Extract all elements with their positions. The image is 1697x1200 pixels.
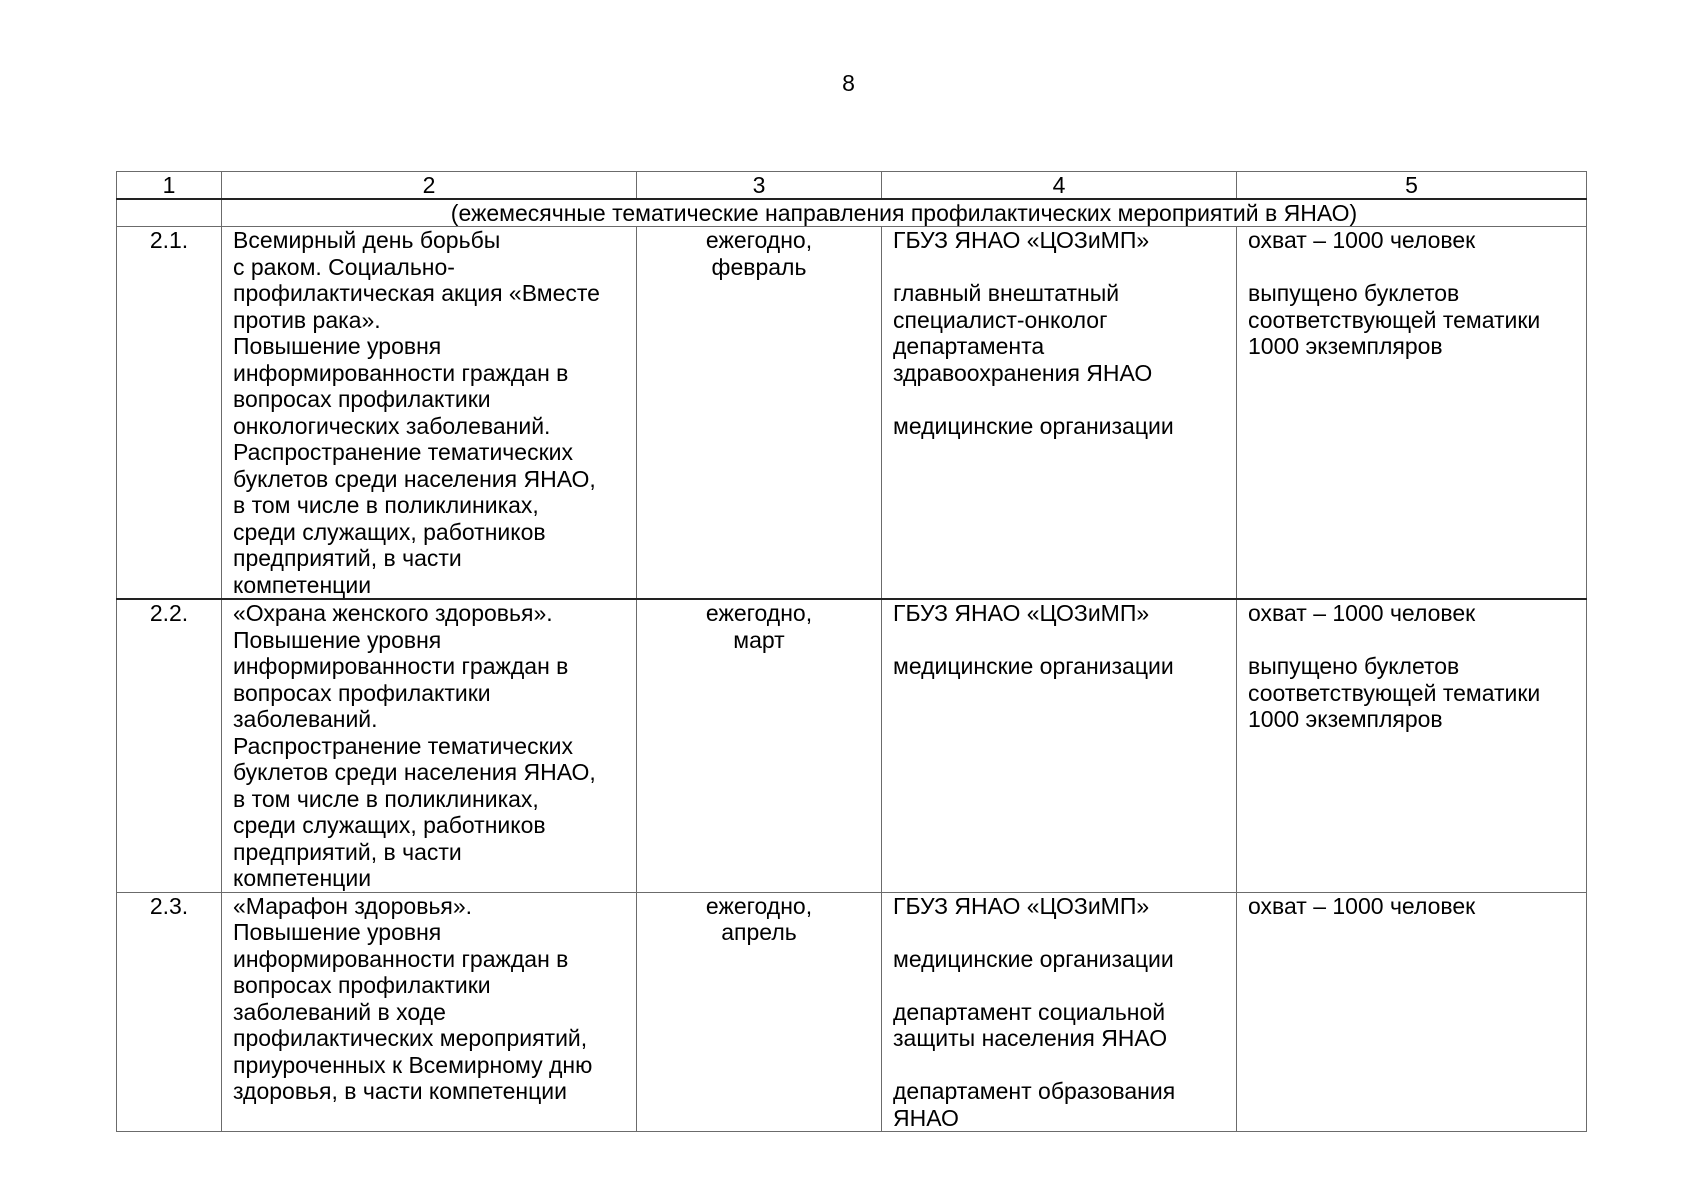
text-line: «Марафон здоровья».	[233, 892, 473, 919]
period-cell	[637, 227, 882, 600]
text-line: профилактическая акция «Вместе	[233, 280, 600, 306]
column-number: 4	[882, 172, 1237, 200]
responsible-cell	[882, 227, 1237, 600]
text-line: Распространение тематических	[233, 439, 573, 465]
description-cell	[222, 227, 637, 600]
text-line: предприятий, в части	[233, 545, 462, 571]
text-line: медицинские организации	[893, 945, 1174, 972]
text-line: защиты населения ЯНАО	[893, 1025, 1168, 1051]
text-line: 1000 экземпляров	[1248, 333, 1443, 359]
table-row	[117, 892, 1587, 1132]
result-cell	[1237, 599, 1587, 892]
events-table	[116, 171, 1587, 1132]
text-line: департамент социальной	[893, 998, 1166, 1025]
text-line: выпущено буклетов	[1248, 653, 1460, 679]
text-line: вопросах профилактики	[233, 386, 491, 412]
text-line: с раком. Социально-	[233, 253, 455, 280]
text-line: ГБУЗ ЯНАО «ЦОЗиМП»	[893, 600, 1150, 626]
text-line: здравоохранения ЯНАО	[893, 359, 1153, 386]
text-line: ежегодно,	[705, 892, 813, 919]
text-line: в том числе в поликлиниках,	[233, 492, 539, 518]
text-line: ежегодно,	[705, 600, 813, 626]
section-title: (ежемесячные тематические направления профилактических мероприятий в ЯНАО)	[222, 199, 1587, 227]
description-cell	[222, 599, 637, 892]
text-line: Повышение уровня	[233, 333, 442, 359]
row-number: 2.3.	[117, 892, 222, 1132]
column-number: 5	[1237, 172, 1587, 200]
text-line: буклетов среди населения ЯНАО,	[233, 465, 596, 492]
text-line: против рака».	[233, 306, 381, 333]
text-line: март	[733, 626, 785, 653]
text-line: апрель	[721, 919, 797, 945]
text-line: ЯНАО	[893, 1104, 959, 1131]
text-line: информированности граждан в	[233, 945, 569, 972]
text-line: вопросах профилактики	[233, 679, 491, 706]
text-line: 1000 экземпляров	[1248, 706, 1443, 732]
empty-cell	[117, 199, 222, 227]
text-line: охват – 1000 человек	[1248, 600, 1476, 626]
text-line: специалист-онколог	[893, 306, 1108, 333]
page-number: 8	[842, 70, 855, 96]
text-line: соответствующей тематики	[1248, 679, 1541, 706]
text-line: Повышение уровня	[233, 626, 442, 653]
description-cell	[222, 892, 637, 1132]
text-line: ГБУЗ ЯНАО «ЦОЗиМП»	[893, 892, 1150, 919]
text-line: в том числе в поликлиниках,	[233, 785, 539, 812]
column-number: 2	[222, 172, 637, 200]
text-line: предприятий, в части	[233, 838, 462, 865]
text-line: среди служащих, работников	[233, 812, 546, 838]
period-cell	[637, 599, 882, 892]
text-line: департамент образования	[893, 1078, 1176, 1104]
table-row	[117, 227, 1587, 600]
text-line: среди служащих, работников	[233, 518, 546, 545]
text-line: «Охрана женского здоровья».	[233, 600, 553, 626]
text-line: заболеваний в ходе	[233, 998, 446, 1025]
text-line: вопросах профилактики	[233, 972, 491, 998]
text-line: охват – 1000 человек	[1248, 892, 1476, 919]
result-cell	[1237, 227, 1587, 600]
row-number: 2.1.	[117, 227, 222, 600]
text-line: Повышение уровня	[233, 919, 442, 945]
text-line: медицинские организации	[893, 653, 1174, 679]
text-line: компетенции	[233, 571, 372, 598]
section-row	[117, 199, 1587, 227]
text-line: онкологических заболеваний.	[233, 412, 551, 439]
text-line: здоровья, в части компетенции	[233, 1078, 567, 1104]
text-line: заболеваний.	[233, 706, 378, 732]
table-row	[117, 599, 1587, 892]
column-number: 3	[637, 172, 882, 200]
text-line: приуроченных к Всемирному дню	[233, 1051, 593, 1078]
text-line: охват – 1000 человек	[1248, 227, 1476, 253]
text-line: компетенции	[233, 865, 372, 891]
text-line: ГБУЗ ЯНАО «ЦОЗиМП»	[893, 227, 1150, 253]
column-number-row	[117, 172, 1587, 200]
row-number: 2.2.	[117, 599, 222, 892]
text-line: февраль	[711, 253, 807, 280]
text-line: ежегодно,	[705, 227, 813, 253]
text-line: информированности граждан в	[233, 653, 569, 679]
text-line: Распространение тематических	[233, 732, 573, 759]
text-line: Всемирный день борьбы	[233, 227, 501, 253]
text-line: буклетов среди населения ЯНАО,	[233, 759, 596, 785]
responsible-cell	[882, 892, 1237, 1132]
text-line: соответствующей тематики	[1248, 306, 1541, 333]
text-line: медицинские организации	[893, 412, 1174, 439]
text-line: профилактических мероприятий,	[233, 1025, 588, 1051]
text-line: департамента	[893, 333, 1045, 359]
text-line: выпущено буклетов	[1248, 280, 1460, 306]
result-cell	[1237, 892, 1587, 1132]
text-line: главный внештатный	[893, 280, 1120, 306]
period-cell	[637, 892, 882, 1132]
column-number: 1	[117, 172, 222, 200]
text-line: информированности граждан в	[233, 359, 569, 386]
responsible-cell	[882, 599, 1237, 892]
